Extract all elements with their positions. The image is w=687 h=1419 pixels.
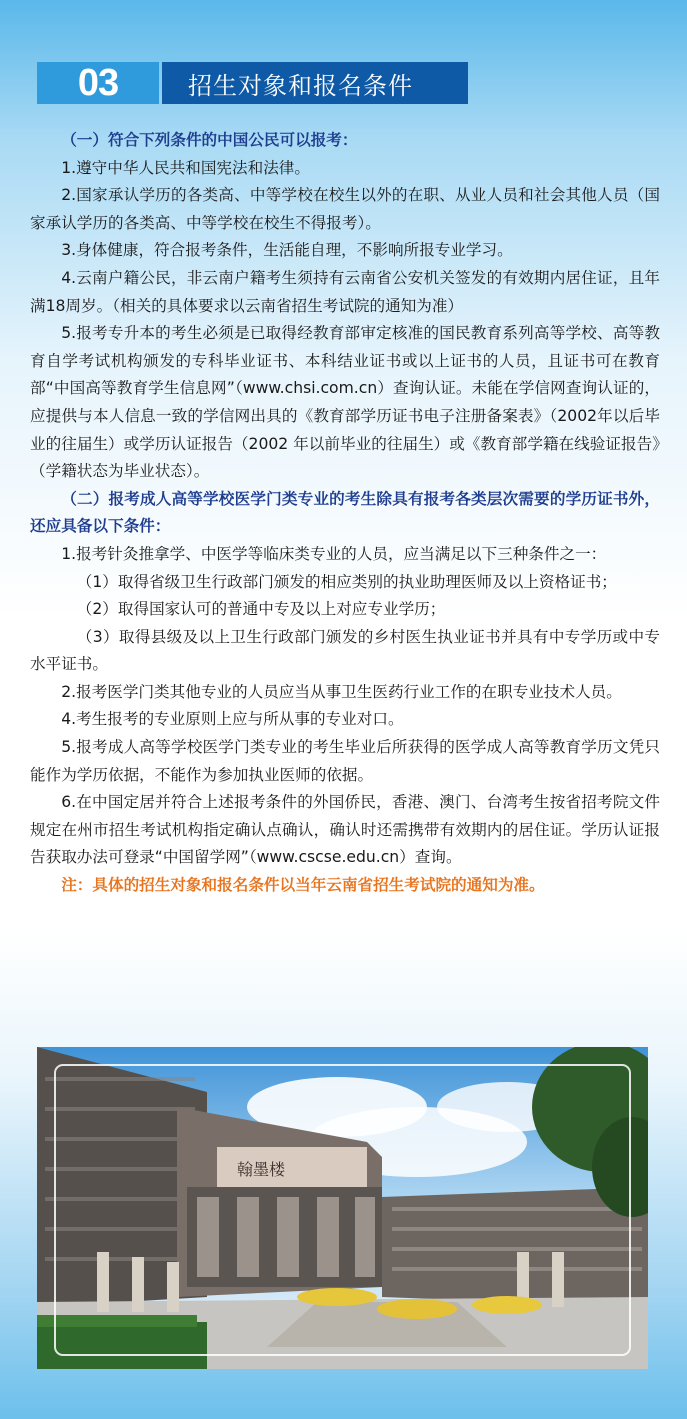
- section-title: 招生对象和报名条件: [162, 62, 468, 104]
- condition-item: 5.报考成人高等学校医学门类专业的考生毕业后所获得的医学成人高等教育学历文凭只能作为学历依据，不能作为参加执业医师的依据。: [30, 738, 660, 784]
- condition-item: 1.遵守中华人民共和国宪法和法律。: [61, 158, 310, 177]
- condition-item: 2.报考医学门类其他专业的人员应当从事卫生医药行业工作的在职专业技术人员。: [61, 682, 622, 701]
- condition-subitem: （1）取得省级卫生行政部门颁发的相应类别的执业助理医师及以上资格证书；: [76, 572, 617, 591]
- condition-item: 6.在中国定居并符合上述报考条件的外国侨民，香港、澳门、台湾考生按省招考院文件规定在州市招生考试机构指定确认点确认，确认时还需携带有效期内的居住证。学历认证报告获取办法可登录“中国留学网”（www.cscse.edu.cn）查询。: [30, 793, 660, 867]
- conditions-text: [30, 127, 660, 900]
- heading-medical-conditions: （二）报考成人高等学校医学门类专业的考生除具有报考各类层次需要的学历证书外，还应具备以下条件：: [30, 489, 660, 536]
- section-number: 03: [37, 62, 159, 104]
- condition-item: 4.考生报考的专业原则上应与所从事的专业对口。: [61, 710, 404, 729]
- condition-item: 3.身体健康，符合报考条件，生活能自理，不影响所报专业学习。: [61, 241, 513, 260]
- building-sign: 翰墨楼: [237, 1160, 286, 1179]
- condition-item: 2.国家承认学历的各类高、中等学校在校生以外的在职、从业人员和社会其他人员（国家承认学历的各类高、中等学校在校生不得报考）。: [30, 186, 660, 232]
- campus-building-photo: [37, 1047, 648, 1369]
- heading-general-conditions: （一）符合下列条件的中国公民可以报考：: [61, 131, 358, 149]
- condition-item: 4.云南户籍公民，非云南户籍考生须持有云南省公安机关签发的有效期内居住证，且年满18周岁。（相关的具体要求以云南省招生考试院的通知为准）: [30, 268, 660, 315]
- condition-subitem: （2）取得国家认可的普通中专及以上对应专业学历；: [76, 600, 446, 619]
- note-text: 注：具体的招生对象和报名条件以当年云南省招生考试院的通知为准。: [61, 876, 545, 895]
- condition-item: 1.报考针灸推拿学、中医学等临床类专业的人员，应当满足以下三种条件之一：: [61, 544, 607, 563]
- section-header: [37, 62, 468, 104]
- condition-subitem: （3）取得县级及以上卫生行政部门颁发的乡村医生执业证书并具有中专学历或中专水平证书。: [30, 627, 660, 674]
- building-illustration: [37, 1047, 648, 1369]
- condition-item: 5.报考专升本的考生必须是已取得经教育部审定核准的国民教育系列高等学校、高等教育自学考试机构颁发的专科毕业证书、本科结业证书或以上证书的人员，且证书可在教育部“中国高等教育学生信息网”（www.chsi.com.cn）查询认证。未能在学信网查询认证的，应提供与本人信息一致的学信网出具的《教育部学历证书电子注册备案表》（2002年以后毕业的往届生）或学历认证报告（2002 年以前毕业的往届生）或《教育部学籍在线验证报告》（学籍状态为毕业状态）。: [30, 324, 660, 481]
